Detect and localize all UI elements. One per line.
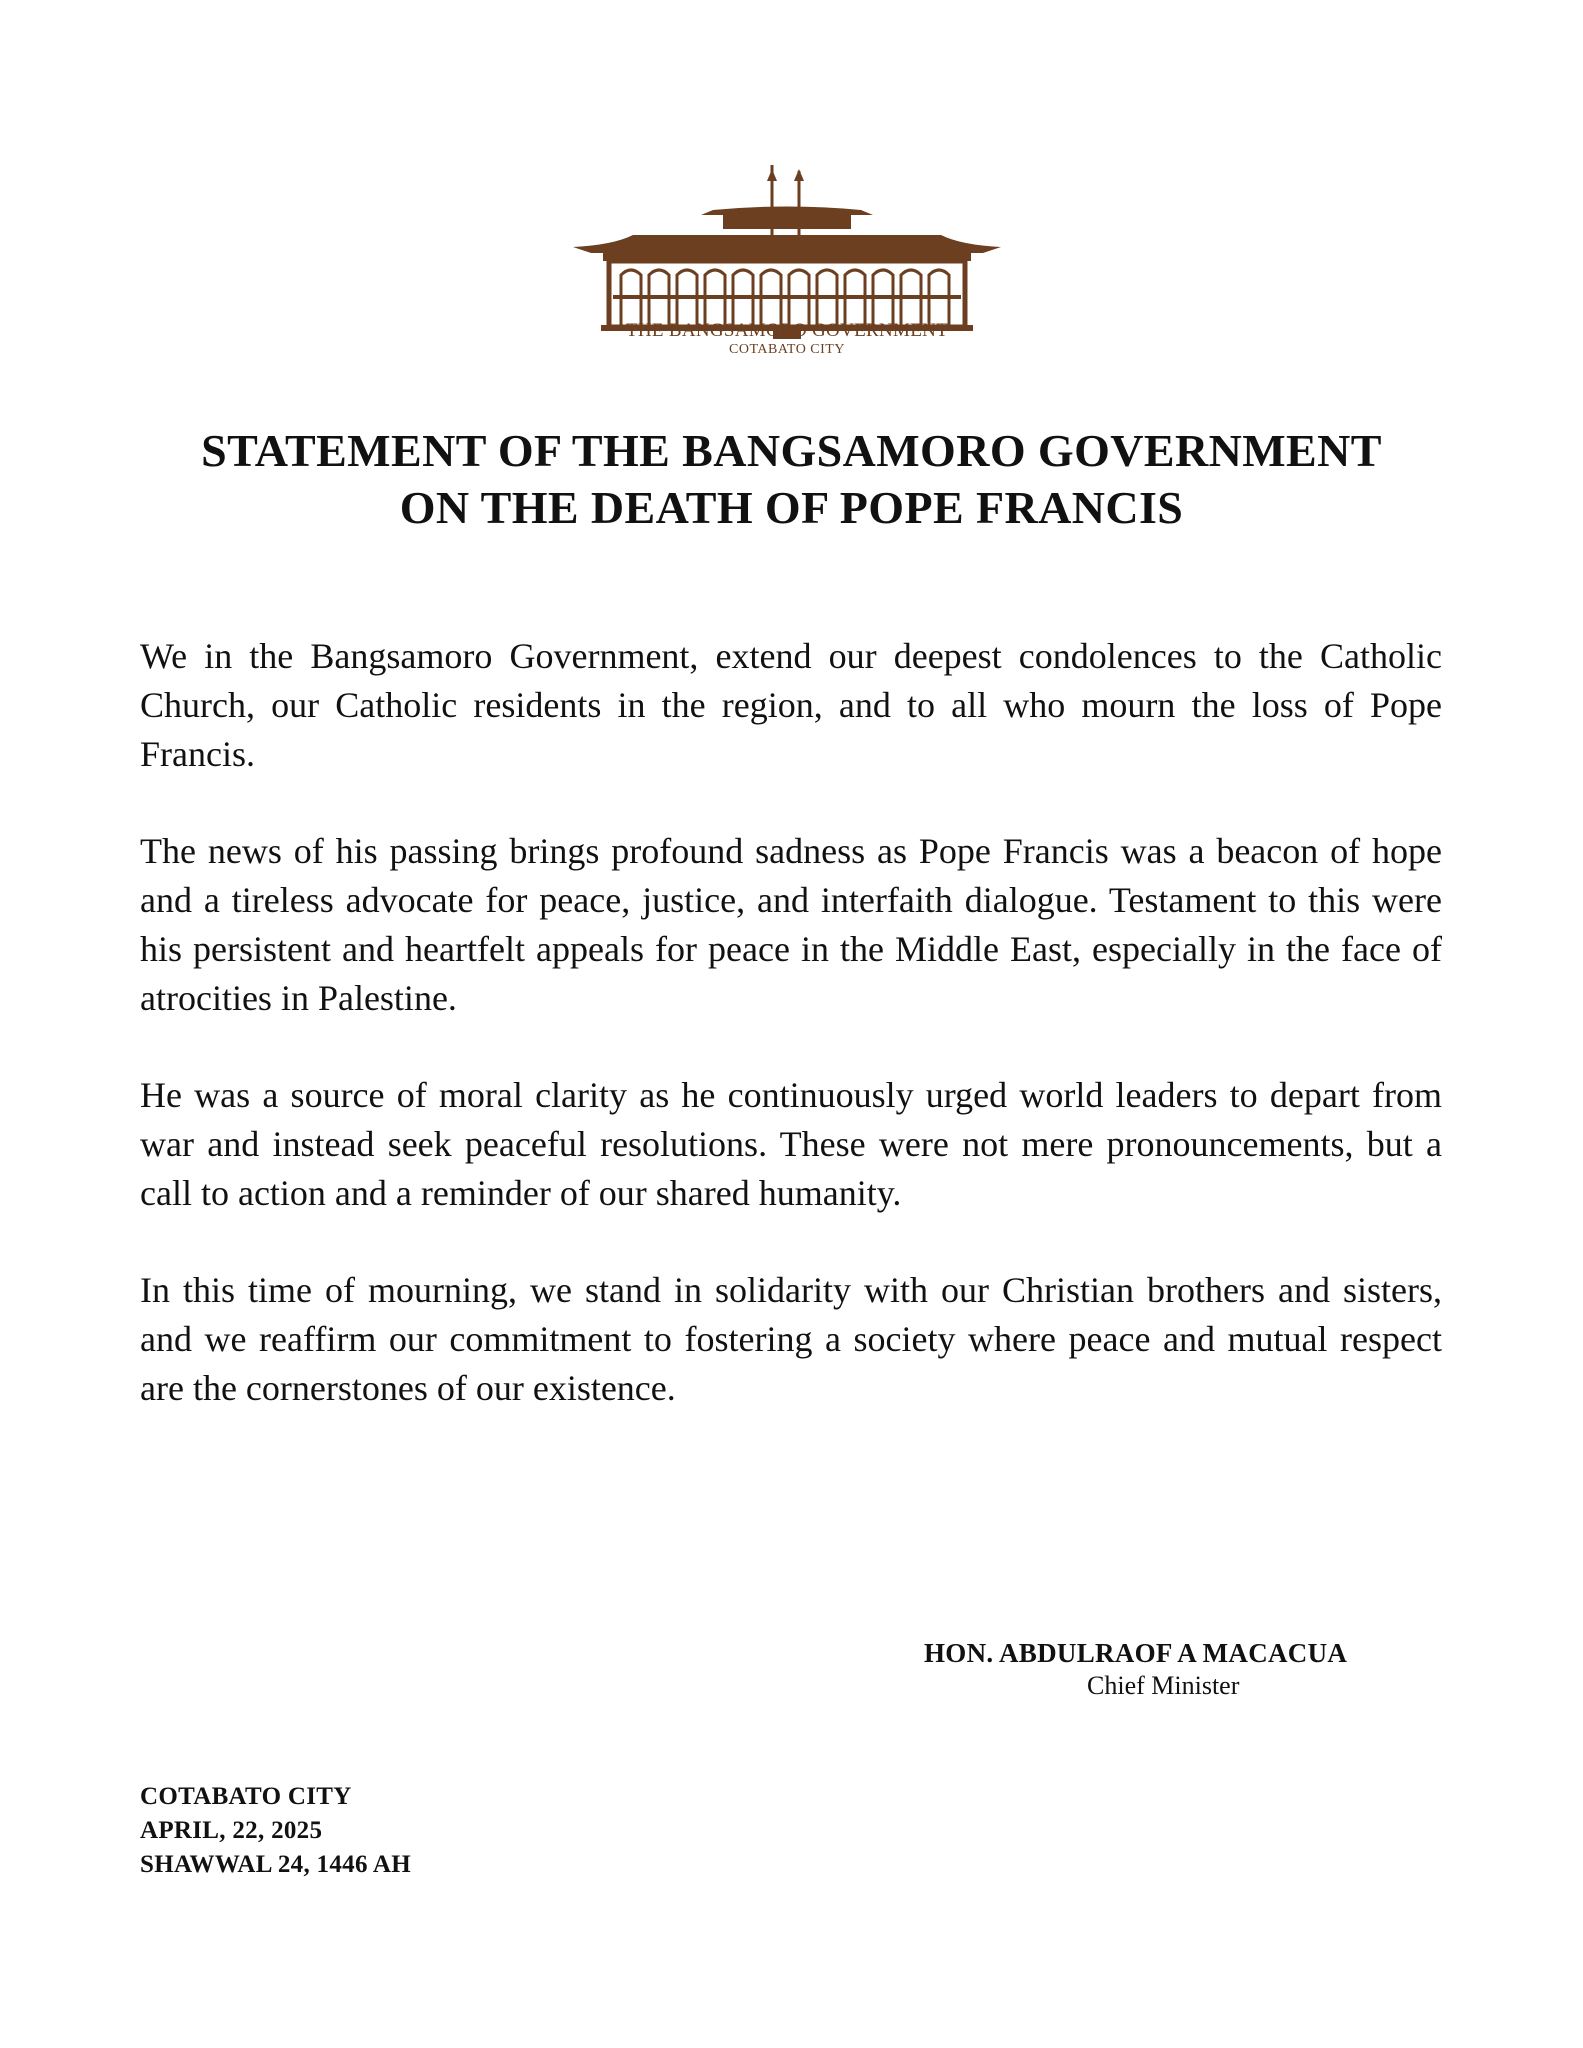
signatory-block (900, 1638, 1500, 1701)
paragraph-3: He was a source of moral clarity as he continuously urged world leaders to depart from war and instead seek peaceful resolutions. These were not mere pronouncements, but a call to action and a reminder of our shared humanity. (140, 1075, 1442, 1213)
signatory-position: Chief Minister (1087, 1671, 1240, 1700)
signatory-name: HON. ABDULRAOF A MACACUA (924, 1638, 1348, 1668)
statement-title-line-1: STATEMENT OF THE BANGSAMORO GOVERNMENT (201, 425, 1382, 476)
footer-date-gregorian: APRIL, 22, 2025 (140, 1817, 323, 1844)
footer-place: COTABATO CITY (140, 1783, 352, 1810)
paragraph-2: The news of his passing brings profound sadness as Pope Francis was a beacon of hope and a tireless advocate for peace, justice, and interfaith dialogue. Testament to this were his persistent and heartfelt appeals for peace in the Middle East, especially in the face of atrocities in Palestine. (140, 831, 1442, 1018)
paragraph-4: In this time of mourning, we stand in solidarity with our Christian brothers and sisters, and we reaffirm our commitment to fostering a society where peace and mutual respect are the cornerstones of our existence. (140, 1270, 1442, 1408)
paragraph-1: We in the Bangsamoro Government, extend our deepest condolences to the Catholic Church, our Catholic residents in the region, and to all who mourn the loss of Pope Francis. (140, 636, 1442, 774)
footer-date-hijri: SHAWWAL 24, 1446 AH (140, 1851, 412, 1878)
statement-title-line-2: ON THE DEATH OF POPE FRANCIS (399, 482, 1184, 533)
statement-body (140, 632, 1442, 1461)
organization-city: COTABATO CITY (729, 342, 845, 357)
organization-name: THE BANGSAMORO GOVERNMENT (625, 320, 949, 341)
place-and-date-block (140, 1780, 411, 1882)
